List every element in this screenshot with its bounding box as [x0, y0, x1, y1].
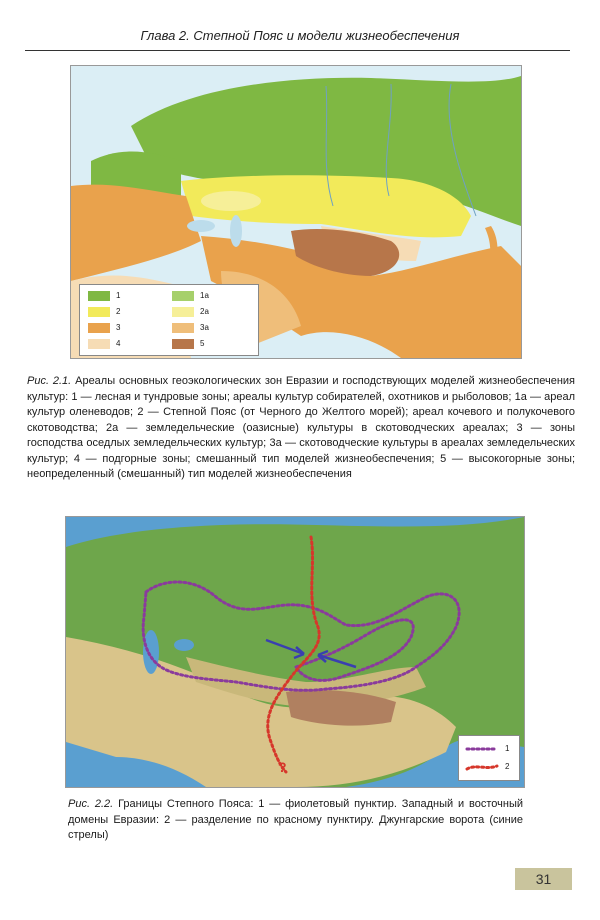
- legend-label: 2: [116, 307, 121, 316]
- figure-1-caption-text: Ареалы основных геоэкологических зон Евразии и господствующих моделей жизнеобеспечения культур: 1 — лесная и тундровые зоны; ареалы культур собирателей, охотников и рыболовов; 1а — ареал культур оленеводов; 2 — Степной Пояс (от Черного до Желтого морей); ареал кочевого и полукочевого скотоводства; 2а — земледельческие (оазисные) культуры в скотоводческих ареалах; 3 — зоны господства оседлых земледельческих культур; 3а — скотоводческие культуры в ареалах земледельческих культур; 4 — подгорные зоны; смешанный тип моделей жизнеобеспечения; 5 — высокогорные зоны; неопределенный (смешанный) тип моделей жизнеобеспечения: [27, 375, 576, 480]
- figure-2-map: [65, 516, 525, 788]
- legend-item: [465, 742, 517, 756]
- figure-1-caption: [27, 374, 575, 483]
- zones-legend: [79, 284, 259, 356]
- legend-purple-dotted-line: [465, 745, 499, 753]
- question-mark: ?: [278, 759, 287, 775]
- legend-swatch: [172, 323, 194, 333]
- figure-2-caption: [68, 797, 523, 844]
- legend-swatch: [172, 291, 194, 301]
- legend-label: 3: [116, 323, 121, 332]
- boundaries-map-drawing: [66, 517, 524, 787]
- figure-1-caption-label: Рис. 2.1.: [27, 375, 72, 387]
- running-header: Глава 2. Степной Пояс и модели жизнеобеспечения: [140, 28, 460, 43]
- figure-1-map: [70, 65, 522, 359]
- legend-swatch: [88, 339, 110, 349]
- legend-item: [172, 289, 252, 303]
- legend-item: [172, 337, 252, 351]
- legend-item: [88, 321, 168, 335]
- legend-swatch: [172, 339, 194, 349]
- legend-swatch: [172, 307, 194, 317]
- legend-label: 3а: [200, 323, 209, 332]
- header-rule: [25, 50, 570, 51]
- legend-label: 1: [116, 291, 121, 300]
- legend-item: [88, 305, 168, 319]
- legend-label: 5: [200, 339, 205, 348]
- boundaries-legend: [458, 735, 520, 781]
- legend-item: [172, 305, 252, 319]
- legend-swatch: [88, 291, 110, 301]
- legend-item: [88, 289, 168, 303]
- legend-red-dotted-line: [465, 763, 499, 771]
- figure-2-caption-label: Рис. 2.2.: [68, 798, 114, 810]
- legend-label: 2: [505, 762, 510, 771]
- figure-2-caption-text: Границы Степного Пояса: 1 — фиолетовый пунктир. Западный и восточный домены Евразии: 2 — разделение по красному пунктиру. Джунгарские ворота (синие стрелы): [68, 798, 524, 841]
- legend-swatch: [88, 323, 110, 333]
- legend-item: [88, 337, 168, 351]
- legend-swatch: [88, 307, 110, 317]
- legend-item: [465, 760, 517, 774]
- page-number: 31: [515, 868, 572, 890]
- legend-label: 1: [505, 744, 510, 753]
- legend-item: [172, 321, 252, 335]
- legend-label: 2а: [200, 307, 209, 316]
- legend-label: 1а: [200, 291, 209, 300]
- legend-label: 4: [116, 339, 121, 348]
